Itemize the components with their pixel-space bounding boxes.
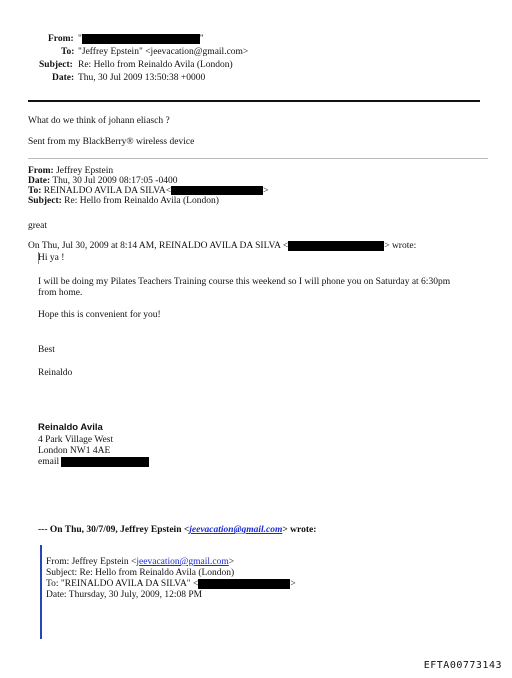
reply1-subject [28, 196, 219, 206]
header-from-open: " [78, 34, 82, 45]
signature-email [38, 457, 149, 467]
quote2-subject: Subject: Re: Hello from Reinaldo Avila (London) [46, 568, 235, 578]
quote2-to [46, 579, 296, 589]
reply1-to-value: REINALDO AVILA DA SILVA< [43, 186, 172, 196]
header-date-label: Date: [52, 73, 75, 83]
signature-email-label: email [38, 457, 60, 468]
header-to-label: To: [61, 47, 75, 57]
header-subject-value: Re: Hello from Reinaldo Avila (London) [78, 60, 233, 70]
quote2-to-label: To: "REINALDO AVILA DA SILVA" < [46, 579, 199, 590]
quote2-intro-suffix: > wrote: [282, 525, 317, 535]
quote1-closing: Best [38, 345, 55, 355]
document-id: EFTA00773143 [423, 660, 502, 671]
redaction-box [198, 579, 290, 589]
reply1-subject-value: Re: Hello from Reinaldo Avila (London) [64, 196, 219, 206]
body-line-2: Sent from my BlackBerry® wireless device [28, 137, 195, 147]
quote1-name: Reinaldo [38, 368, 73, 378]
signature-addr2: London NW1 4AE [38, 446, 111, 456]
redaction-box [61, 457, 149, 467]
signature-addr1: 4 Park Village West [38, 435, 114, 445]
reply1-date [28, 176, 177, 186]
quote2-date: Date: Thursday, 30 July, 2009, 12:08 PM [46, 590, 203, 600]
quote1-para2: Hope this is convenient for you! [38, 310, 161, 320]
reply1-date-label: Date: [28, 176, 51, 186]
reply1-to-label: To: [28, 186, 42, 196]
quote2-intro-prefix: --- On Thu, 30/7/09, Jeffrey Epstein < [38, 525, 190, 535]
header-from-value [78, 34, 204, 44]
reply1-from-label: From: [28, 166, 54, 176]
quote1-greeting: Hi ya ! [38, 253, 65, 263]
signature-name: Reinaldo Avila [38, 422, 103, 433]
redaction-box [171, 186, 263, 195]
quote1-intro-text: On Thu, Jul 30, 2009 at 8:14 AM, REINALDO AVILA DA SILVA < [28, 241, 289, 252]
quote2-bar [40, 545, 42, 639]
header-from-label: From: [48, 34, 74, 44]
reply1-to [28, 186, 269, 196]
quote2-from-label: From: Jeffrey Epstein < [46, 557, 137, 567]
reply1-from [28, 166, 113, 176]
quote2-from-close: > [228, 557, 235, 567]
quote1-intro [28, 241, 416, 251]
quote2-intro-link[interactable]: jeevacation@gmail.com [189, 525, 283, 535]
header-divider [28, 100, 480, 102]
header-date-value: Thu, 30 Jul 2009 13:50:38 +0000 [78, 73, 206, 83]
quote2-intro [38, 525, 316, 535]
redaction-box [82, 34, 200, 44]
reply1-date-value: Thu, 30 Jul 2009 08:17:05 -0400 [52, 176, 178, 186]
header-to-value: "Jeffrey Epstein" <jeevacation@gmail.com> [78, 47, 249, 57]
quote2-from-link[interactable]: jeevacation@gmail.com [136, 557, 229, 567]
reply1-subject-label: Subject: [28, 196, 62, 206]
quote2-to-close: > [290, 579, 296, 590]
body-line-1: What do we think of johann eliasch ? [28, 116, 170, 126]
quote1-intro-end: > wrote: [384, 241, 417, 252]
reply1-from-value: Jeffrey Epstein [56, 166, 114, 176]
quote1-para1-line1: I will be doing my Pilates Teachers Training course this weekend so I will phone you on Saturday at 6:30pm [38, 277, 451, 287]
reply1-text: great [28, 221, 47, 231]
quote2-from [46, 557, 234, 567]
quote1-para1-line2: from home. [38, 288, 83, 298]
reply-divider [28, 158, 488, 159]
reply1-to-close: > [263, 186, 269, 196]
header-subject-label: Subject: [39, 60, 73, 70]
redaction-box [288, 241, 384, 251]
header-from-close: " [199, 34, 204, 45]
